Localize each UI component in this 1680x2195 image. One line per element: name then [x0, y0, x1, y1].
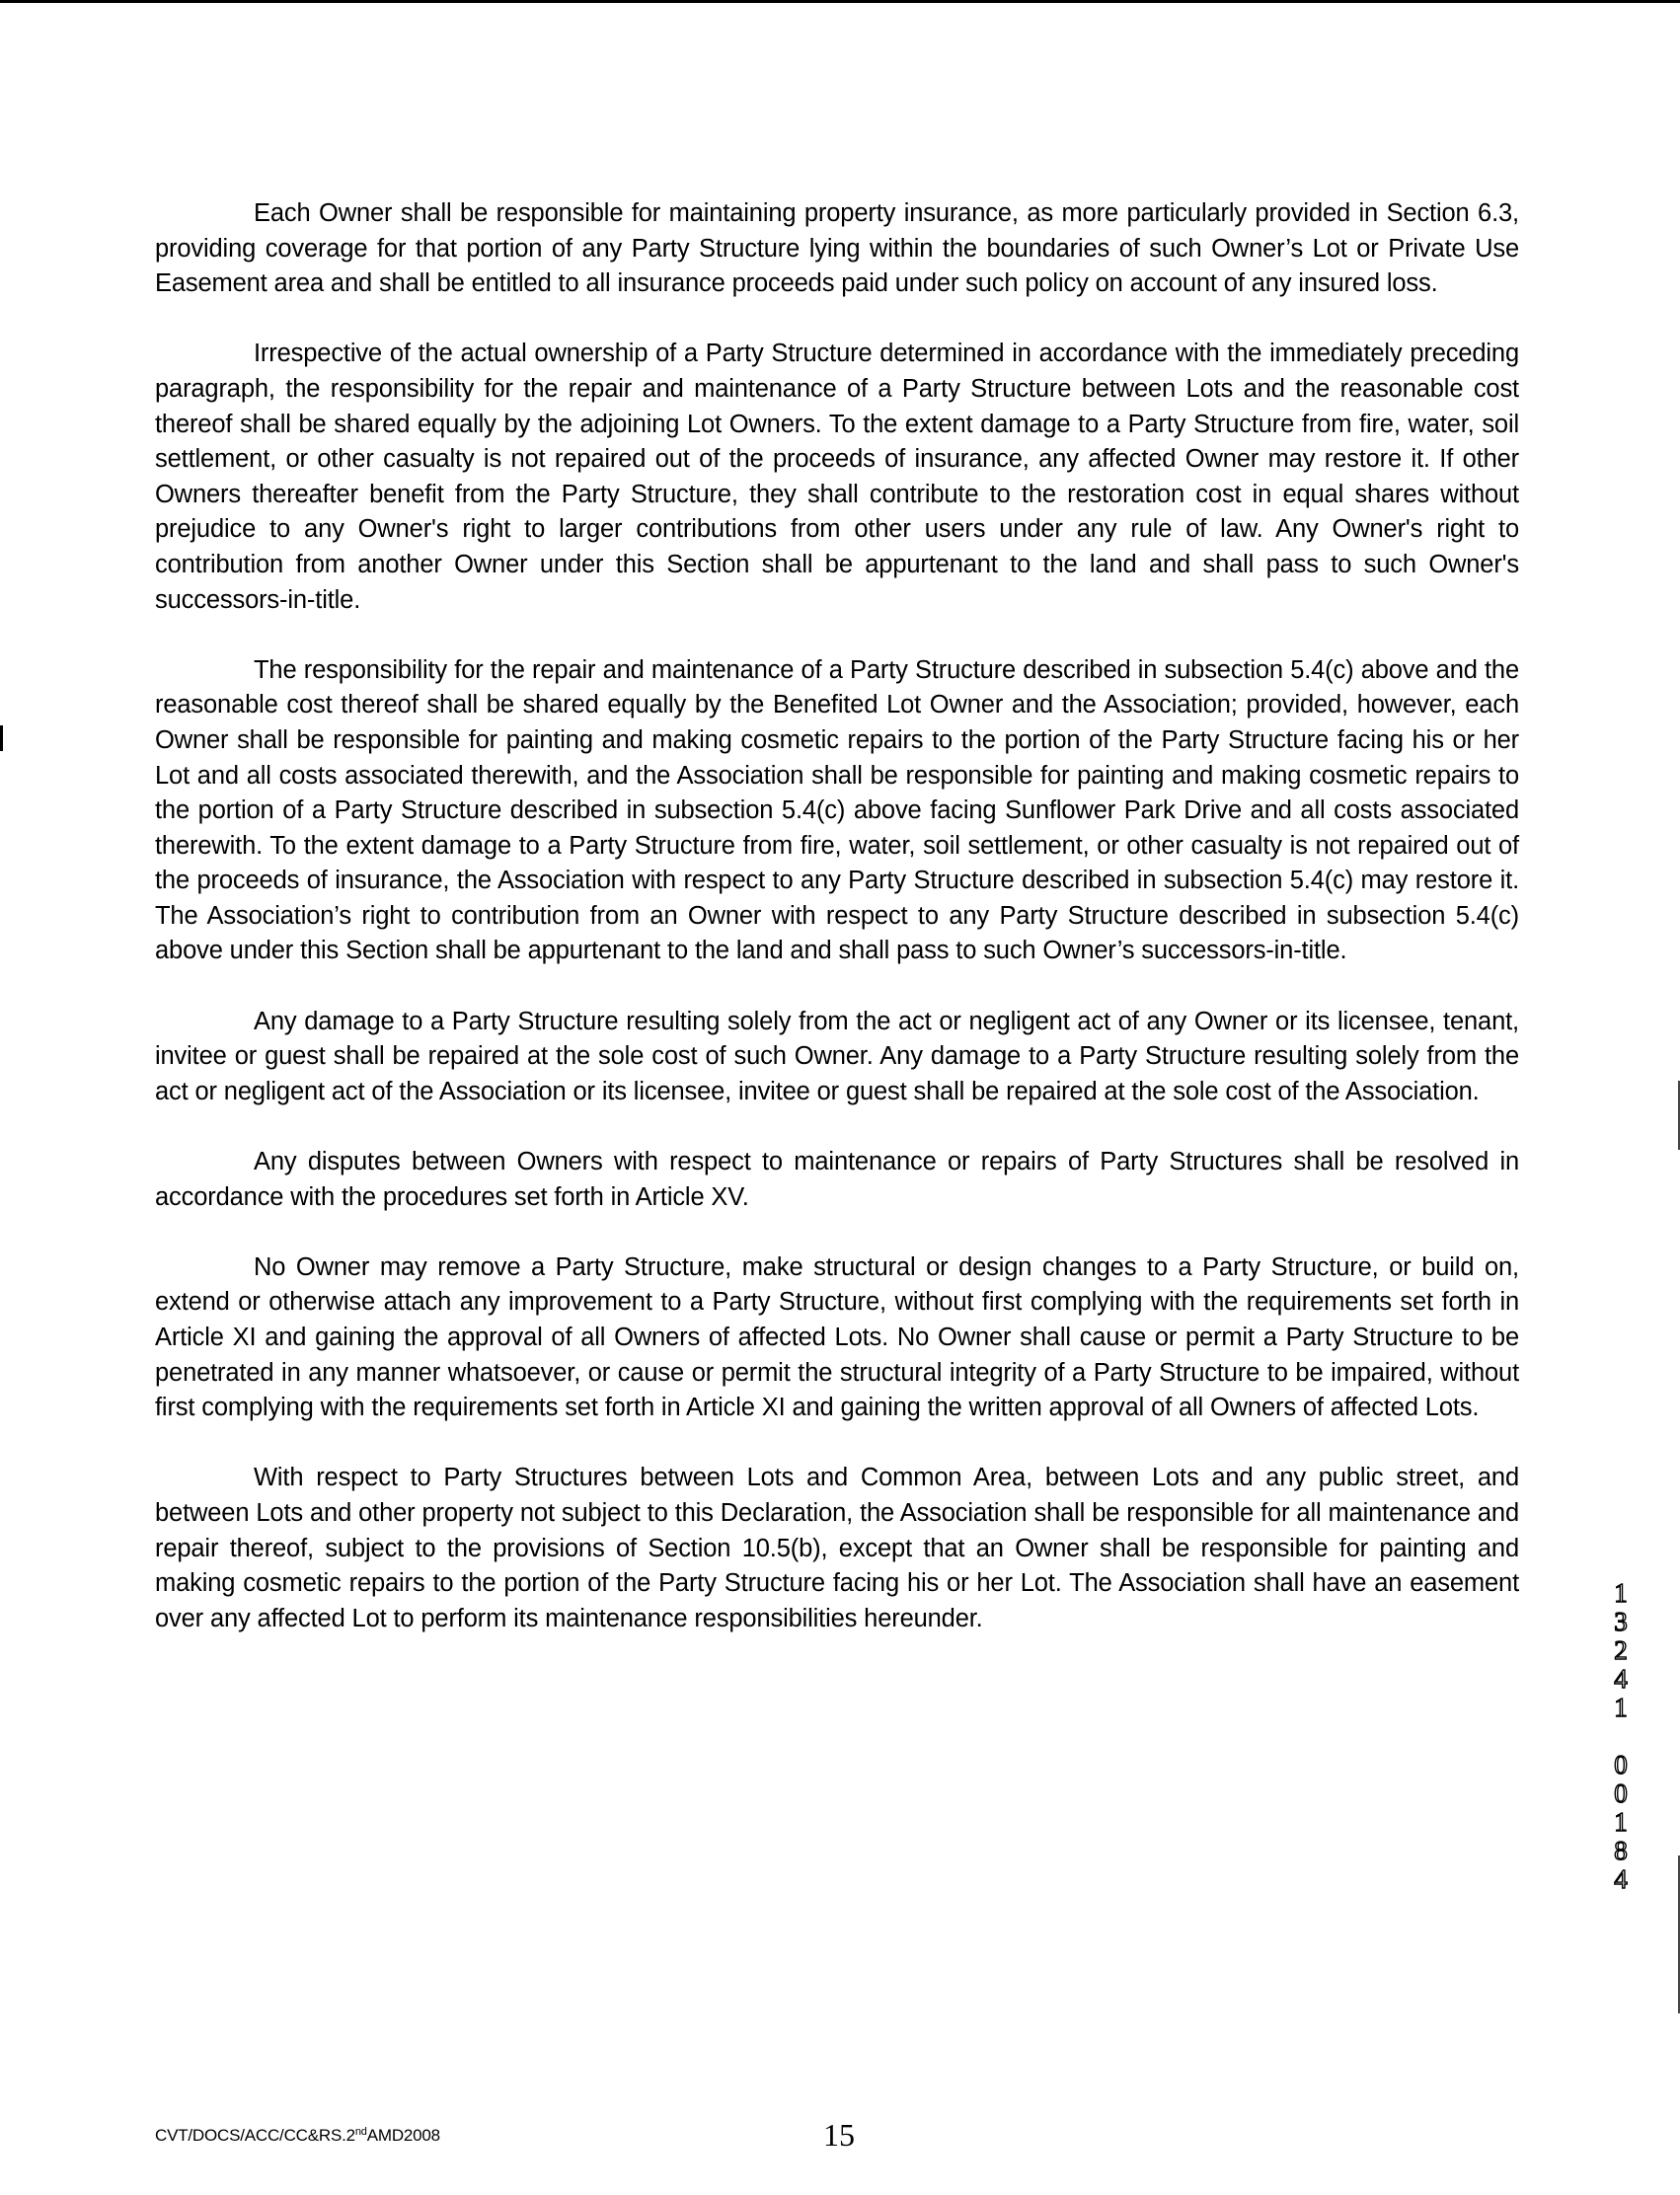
stamp-digit: 0 [1614, 1779, 1628, 1808]
stamp-digit: 8 [1614, 1836, 1628, 1865]
paragraph-damage-liability: Any damage to a Party Structure resulting solely from the act or negligent act of any Owner or its licensee, tenant, invitee or guest shall be repaired at the sole cost of such Owner. Any damage to a Party Structure resulting solely from the act or negligent act of the Association or its licensee, invitee or guest shall be repaired at the sole cost of the Association. [155, 1007, 1519, 1105]
stamp-digit: 4 [1614, 1664, 1628, 1694]
paragraph-common-area-structures: With respect to Party Structures between Lots and Common Area, between Lots and any public street, and between Lots and other property not subject to this Declaration, the Association shall be responsible for all maintenance and repair thereof, subject to the provisions of Section 10.5(b), except that an Owner shall be responsible for painting and making cosmetic repairs to the portion of the Party Structure facing his or her Lot. The Association shall have an easement over any affected Lot to perform its maintenance responsibilities hereunder. [155, 1464, 1519, 1632]
paragraph-association-shared-repair: The responsibility for the repair and maintenance of a Party Structure described in subsection 5.4(c) above and the reasonable cost thereof shall be shared equally by the Benefited Lot Owner and the Association; provided, however, each Owner shall be responsible for painting and making cosmetic repairs to the portion of the Party Structure facing his or her Lot and all costs associated therewith, and the Association shall be responsible for painting and making cosmetic repairs to the portion of a Party Structure described in subsection 5.4(c) above facing Sunflower Park Drive and all costs associated therewith. To the extent damage to a Party Structure from fire, water, soil settlement, or other casualty is not repaired out of the proceeds of insurance, the Association with respect to any Party Structure described in subsection 5.4(c) may restore it. The Association’s right to contribution from an Owner with respect to any Party Structure described in subsection 5.4(c) above under this Section shall be appurtenant to the land and shall pass to such Owner’s successors-in-title. [155, 655, 1519, 965]
document-body [155, 196, 1519, 1636]
paragraph-owner-insurance: Each Owner shall be responsible for maintaining property insurance, as more particularly provided in Section 6.3, providing coverage for that portion of any Party Structure lying within the boundaries of such Owner’s Lot or Private Use Easement area and shall be entitled to all insurance proceeds paid under such policy on account of any insured loss. [155, 199, 1519, 298]
stamp-gap [1606, 1722, 1636, 1751]
stamp-digit: 1 [1614, 1693, 1628, 1722]
stamp-digit: 0 [1614, 1750, 1628, 1779]
paragraph-disputes: Any disputes between Owners with respect to maintenance or repairs of Party Structures shall be resolved in accordance with the procedures set forth in Article XV. [155, 1148, 1519, 1211]
stamp-digit: 2 [1614, 1635, 1628, 1665]
stamp-digit: 1 [1614, 1578, 1628, 1608]
top-scan-border [0, 0, 1680, 3]
paragraph-structural-changes: No Owner may remove a Party Structure, make structural or design changes to a Party Structure, or build on, extend or otherwise attach any improvement to a Party Structure, without first complying with the requirements set forth in Article XI and gaining the approval of all Owners of affected Lots. No Owner shall cause or permit a Party Structure to be penetrated in any manner whatsoever, or cause or permit the structural integrity of a Party Structure to be impaired, without first complying with the requirements set forth in Article XI and gaining the written approval of all Owners of affected Lots. [155, 1252, 1519, 1422]
recording-number-stamp [1606, 1579, 1636, 1894]
stamp-digit: 3 [1614, 1607, 1628, 1636]
document-identifier-prefix: CVT/DOCS/ACC/CC&RS.2 [155, 2126, 355, 2145]
document-identifier [155, 2126, 440, 2146]
document-identifier-suffix: AMD2008 [366, 2126, 440, 2145]
paragraph-shared-repair-between-lots: Irrespective of the actual ownership of a Party Structure determined in accordance with the immediately preceding paragraph, the responsibility for the repair and maintenance of a Party Structure between Lots and the reasonable cost thereof shall be shared equally by the adjoining Lot Owners. To the extent damage to a Party Structure from fire, water, soil settlement, or other casualty is not repaired out of the proceeds of insurance, any affected Owner may restore it. If other Owners thereafter benefit from the Party Structure, they shall contribute to the restoration cost in equal shares without prejudice to any Owner's right to larger contributions from other users under any rule of law. Any Owner's right to contribution from another Owner under this Section shall be appurtenant to the land and shall pass to such Owner's successors-in-title. [155, 340, 1519, 614]
page-number: 15 [823, 2117, 855, 2153]
stamp-digit: 4 [1614, 1864, 1628, 1894]
document-identifier-superscript: nd [354, 2126, 367, 2138]
left-scan-mark [0, 725, 3, 751]
stamp-digit: 1 [1614, 1807, 1628, 1837]
